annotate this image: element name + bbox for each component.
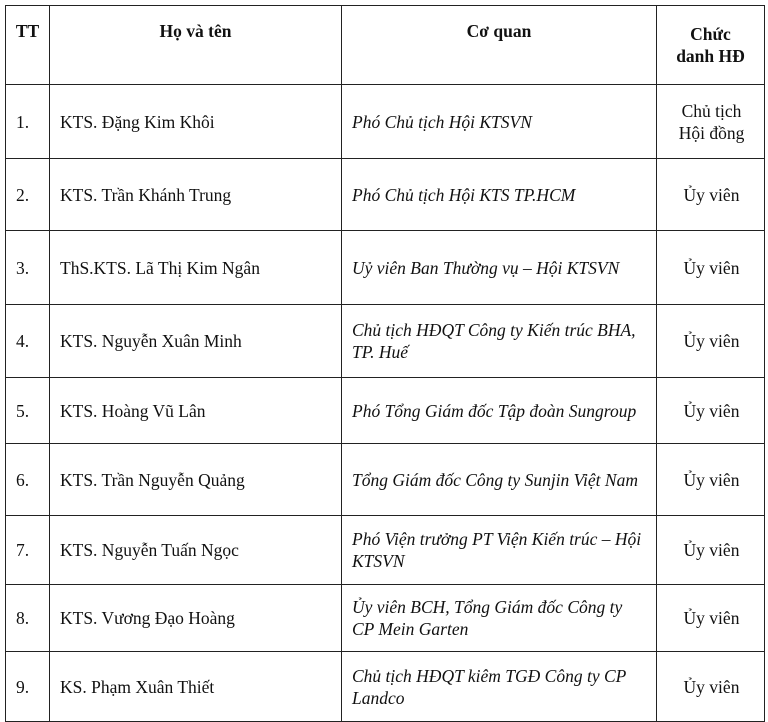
row-role-line1: Chủ tịch: [681, 100, 742, 121]
table-row: [6, 652, 765, 722]
row-org: Tổng Giám đốc Công ty Sunjin Việt Nam: [342, 444, 657, 516]
table-row: [6, 159, 765, 231]
row-name: KTS. Trần Nguyễn Quảng: [50, 444, 342, 516]
table-row: [6, 516, 765, 585]
header-name: Họ và tên: [50, 6, 342, 85]
row-role: Ủy viên: [657, 305, 765, 378]
row-role: Ủy viên: [657, 516, 765, 585]
row-org: Chủ tịch HĐQT Công ty Kiến trúc BHA, TP. Huế: [342, 305, 657, 378]
row-tt: 1.: [6, 85, 50, 159]
row-tt: 7.: [6, 516, 50, 585]
row-org: Uỷ viên Ban Thường vụ – Hội KTSVN: [342, 231, 657, 305]
table-row: [6, 378, 765, 444]
row-name: KTS. Nguyễn Xuân Minh: [50, 305, 342, 378]
row-name: KTS. Hoàng Vũ Lân: [50, 378, 342, 444]
row-tt: 4.: [6, 305, 50, 378]
row-tt: 8.: [6, 585, 50, 652]
table-row: [6, 585, 765, 652]
row-name: ThS.KTS. Lã Thị Kim Ngân: [50, 231, 342, 305]
header-tt: TT: [6, 6, 50, 85]
table-row: [6, 444, 765, 516]
row-tt: 5.: [6, 378, 50, 444]
row-name: KTS. Đặng Kim Khôi: [50, 85, 342, 159]
row-tt: 9.: [6, 652, 50, 722]
table-row: [6, 231, 765, 305]
row-org: Phó Chủ tịch Hội KTSVN: [342, 85, 657, 159]
row-role: Ủy viên: [657, 444, 765, 516]
header-role-line1: Chức: [690, 24, 731, 44]
header-role-line2: danh HĐ: [676, 46, 745, 66]
row-tt: 3.: [6, 231, 50, 305]
row-org: Ủy viên BCH, Tổng Giám đốc Công ty CP Mein Garten: [342, 585, 657, 652]
row-name: KS. Phạm Xuân Thiết: [50, 652, 342, 722]
row-role: Ủy viên: [657, 378, 765, 444]
row-tt: 6.: [6, 444, 50, 516]
row-role: Ủy viên: [657, 585, 765, 652]
table-header-row: [6, 6, 765, 85]
row-name: KTS. Trần Khánh Trung: [50, 159, 342, 231]
row-org: Phó Tổng Giám đốc Tập đoàn Sungroup: [342, 378, 657, 444]
row-tt: 2.: [6, 159, 50, 231]
row-role: Ủy viên: [657, 231, 765, 305]
table-row: [6, 85, 765, 159]
row-role: Ủy viên: [657, 652, 765, 722]
row-org: Phó Viện trưởng PT Viện Kiến trúc – Hội KTSVN: [342, 516, 657, 585]
row-name: KTS. Nguyễn Tuấn Ngọc: [50, 516, 342, 585]
row-role: Ủy viên: [657, 159, 765, 231]
row-role-line2: Hội đồng: [678, 122, 745, 143]
row-name: KTS. Vương Đạo Hoàng: [50, 585, 342, 652]
header-role: [657, 6, 765, 85]
row-role: [657, 85, 765, 159]
header-org: Cơ quan: [342, 6, 657, 85]
row-org: Chủ tịch HĐQT kiêm TGĐ Công ty CP Landco: [342, 652, 657, 722]
table-row: [6, 305, 765, 378]
row-org: Phó Chủ tịch Hội KTS TP.HCM: [342, 159, 657, 231]
council-members-table: [5, 5, 765, 722]
